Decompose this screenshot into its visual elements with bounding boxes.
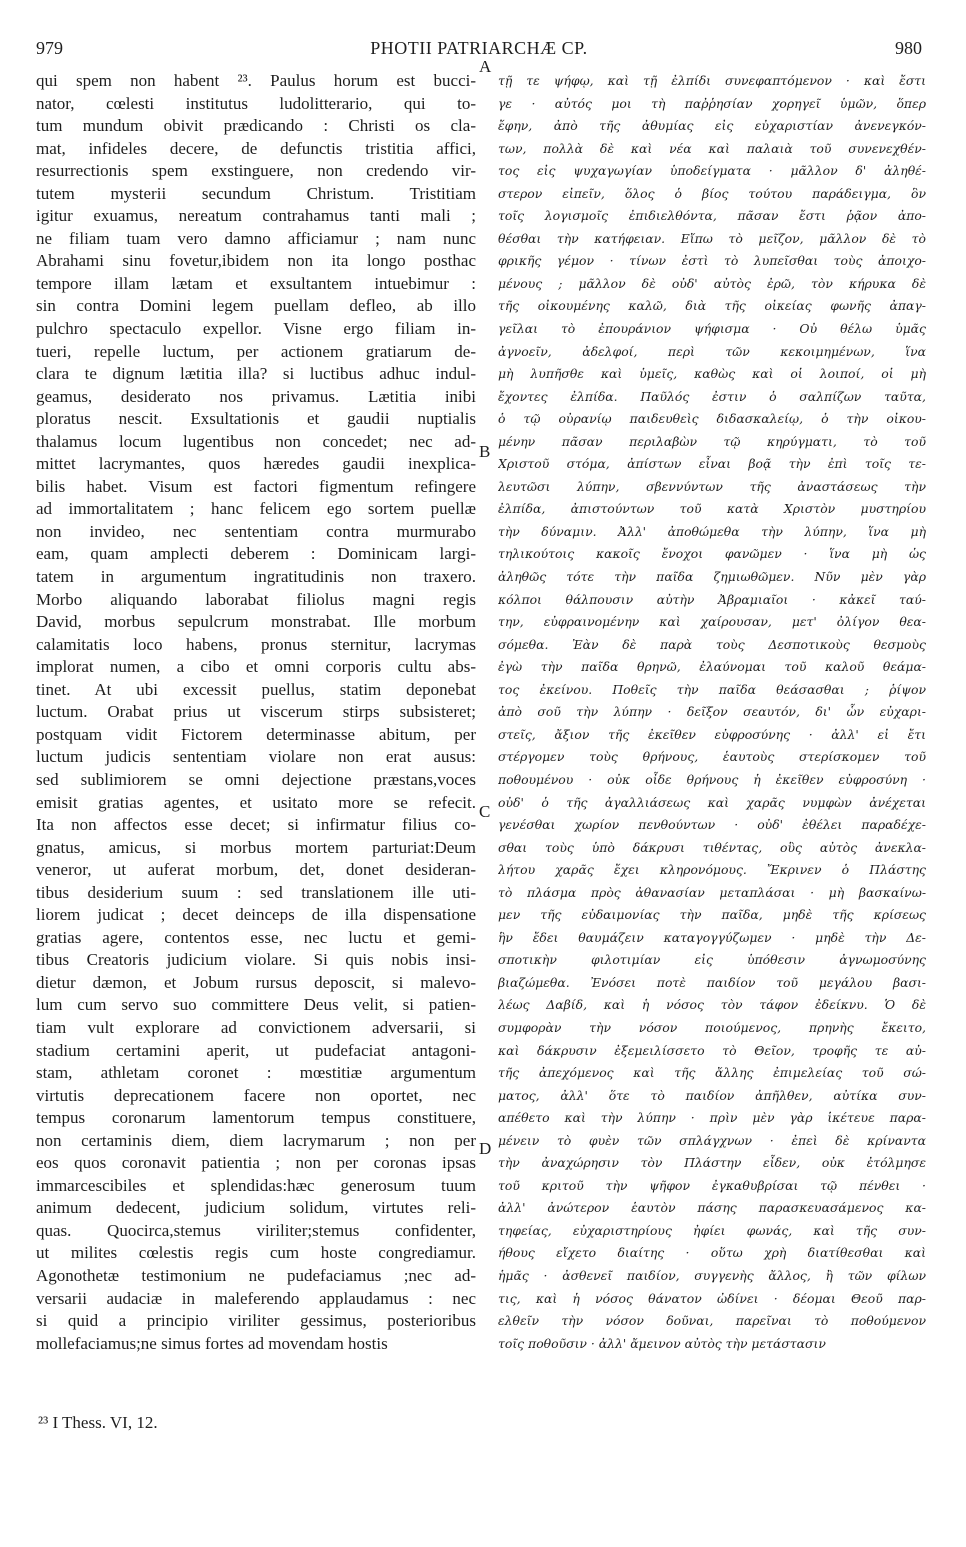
latin-text-line: sed sublimiorem se omni dejectione præstans,voces (36, 769, 476, 789)
latin-text-line: ut milites cœlestis regis cum hoste congrediamur. (36, 1243, 476, 1263)
latin-text-line: tueri, repelle luctum, per actionem gratiarum de- (36, 341, 476, 361)
latin-text-line: ne filiam tuam vero damno afficiamur ; nam nunc (36, 228, 476, 248)
latin-text-line: gnatus, amicus, si morbus mortem parturiat:Deum (36, 837, 476, 857)
latin-text-line: non certaminis diem, diem lacrymarum ; non per (36, 1130, 476, 1150)
latin-text-line: tatem in argumentum ingratitudinis non traxero. (36, 567, 476, 587)
latin-text-line: stadium certamini aperit, ut pudefaciat antagoni- (36, 1040, 476, 1060)
latin-text-line: calamitatis loco habens, pronus sternitur, lacrymas (36, 634, 476, 654)
greek-text-line: μένην πᾶσαν περιλαβὼν τῷ κηρύγματι, τὸ τοῦ (498, 433, 926, 449)
greek-text-line: ἐγὼ τὴν παῖδα θρηνῶ, ἐλαύνομαι τοῦ καλοῦ θεάμα- (498, 659, 926, 675)
latin-text-line: nator, cœlesti institutus ludolitterario, qui to- (36, 93, 476, 113)
latin-text-line: gratias agere, contentos esse, nec luctu et gemi- (36, 927, 476, 947)
greek-text-line: τὸ πλάσμα πρὸς ἀθανασίαν μεταπλάσαι · μὴ βασκαίνω- (498, 884, 926, 900)
latin-text-line: animum dedecent, judicium solidum, virtutes reli- (36, 1198, 476, 1218)
greek-text-line: λευτῶσι λύπην, σβεννύντων τῆς ἀναστάσεως τὴν (498, 478, 926, 494)
section-marker-c: C (479, 802, 491, 821)
greek-text-line: ἡμᾶς · ἀσθενεῖ παιδίον, συγγενὴς ἄλλος, ἢ τῶν φίλων (498, 1267, 926, 1283)
greek-text-line: τὴν δύναμιν. Ἀλλ' ἀποθώμεθα τὴν λύπην, ἵνα μὴ (498, 523, 926, 539)
latin-text-line: pulchro spectaculo expellor. Visne ergo filiam in- (36, 319, 476, 339)
latin-text-line: versarii audaciæ in maleferendo applaudamus : nec (36, 1288, 476, 1308)
greek-text-line: τὴν ἀναχώρησιν τὸν Πλάστην εἶδεν, οὐκ ἐτόλμησε (498, 1155, 926, 1171)
page-number-right: 980 (895, 38, 922, 58)
latin-text-line: tempore illam lætam et exsultantem intuebimur : (36, 273, 476, 293)
latin-text-line: resurrectionis spem exstinguere, non credendo vir- (36, 161, 476, 181)
greek-text-line: τος ἐκείνου. Ποθεῖς τὴν παῖδα θεάσασθαι ; ῥίψον (498, 681, 926, 697)
greek-text-line: ἀληθῶς τότε τὴν παῖδα ζημιωθῶμεν. Νῦν μὲν γὰρ (498, 569, 926, 585)
greek-text-line: την, εὐφραινομένην καὶ χαίρουσαν, μετ' ὀλίγον θεα- (498, 614, 926, 630)
latin-text-line: ad immortalitatem ; hanc felicem ego sortem puellæ (36, 499, 476, 519)
latin-text-line: mat, infideles decere, de defunctis tristitia affici, (36, 138, 476, 158)
latin-text-line: tutem mysterii secundum Christum. Tristitiam (36, 183, 476, 203)
greek-text-line: σθαι τοὺς ὑπὸ δάκρυσι τιθέντας, οὓς αὐτὸς ἀνεκλα- (498, 839, 926, 855)
greek-text-line: συμφορὰν τὴν νόσον ποιούμενος, πρηνὴς ἔκειτο, (498, 1019, 926, 1035)
latin-text-line: David, morbus sepulcrum monstrabat. Ille morbum (36, 612, 476, 632)
latin-text-line: Agonothetæ testimonium ne pudefaciamus ;nec ad- (36, 1265, 476, 1285)
latin-text-line: stam, athletam coronet : mœstitiæ argumentum (36, 1063, 476, 1083)
greek-text-line: τηλικούτοις κακοῖς ἔνοχοι φανῶμεν · ἵνα μὴ ὡς (498, 546, 926, 562)
latin-text-line: Morbo aliquando laborabat filiolus magni regis (36, 589, 476, 609)
greek-text-line: οὐδ' ὁ τῆς ἀγαλλιάσεως καὶ χαρᾶς νυμφὼν ἀνέχεται (498, 794, 926, 810)
latin-text-line: tibus Creatoris judicium violare. Si quis nobis insi- (36, 950, 476, 970)
greek-text-line: απέθετο καὶ τὴν λύπην · πρὶν μὲν γὰρ ἱκέτευε παρα- (498, 1110, 926, 1126)
latin-text-line: Abrahami sinu fovetur,ibidem non ita longo posthac (36, 251, 476, 271)
greek-text-line: τῇ τε ψήφῳ, καὶ τῇ ἐλπίδι συνεφαπτόμενον · καὶ ἔστι (498, 73, 926, 88)
latin-text-line: igitur exuamus, nereatum contrahamus tanti mali ; (36, 206, 476, 226)
greek-text-line: λήτου χαρᾶς ἔχει κληρονόμους. Ἔκρινεν ὁ Πλάστης (498, 862, 926, 878)
latin-text-line: bilis habet. Visum est factori figmentum refingere (36, 476, 476, 496)
latin-text-line: emisit gratias agentes, et usitato more se refecit. (36, 792, 476, 812)
greek-text-line: ἀγνοεῖν, ἀδελφοί, περὶ τῶν κεκοιμημένων, ἵνα (498, 343, 926, 359)
greek-text-line: κόλποι θάλπουσιν αὐτὴν Ἀβραμιαῖοι · κἀκεῖ ταύ- (498, 591, 926, 607)
greek-text-line: ἀπὸ σοῦ τὴν λύπην · δεῖξον σεαυτόν, δι' ὧν εὐχαρι- (498, 704, 926, 720)
running-title: PHOTII PATRIARCHÆ CP. (370, 38, 588, 58)
section-marker-d: D (479, 1139, 492, 1158)
section-marker-b: B (479, 442, 491, 461)
greek-text-line: ἐλπίδα, ἀπιστούντων τοῦ κατὰ Χριστὸν μυστηρίου (498, 501, 926, 517)
latin-text-line: eam, quam amplecti deberem : Dominicam largi- (36, 544, 476, 564)
greek-text-line: τηφείας, εὐχαριστηρίους ἠφίει φωνάς, καὶ τῆς συν- (498, 1222, 926, 1238)
latin-text-line: liorem judicat ; decet deinceps de illa dispensatione (36, 905, 476, 925)
latin-text-line: mollefaciamus;ne simus fortes ad movendam hostis (36, 1333, 388, 1353)
latin-text-line: tiam vult explorare ad convictionem adversarii, si (36, 1017, 476, 1037)
latin-text-line: Ita non affectos esse decet; si infirmatur filius co- (36, 815, 476, 835)
greek-text-line: μεν τῆς εὐδαιμονίας τὴν παῖδα, μηδὲ τῆς κρίσεως (498, 907, 926, 923)
greek-text-line: τος εἰς ψυχαγωγίαν ὑποδείγματα · μᾶλλον δ' ἀληθέ- (498, 163, 926, 179)
greek-text-line: γεῖλαι τὸ ἐπουράνιον ψήφισμα · Οὐ θέλω ὑμᾶς (498, 321, 926, 337)
latin-text-line: implorat numen, a cibo et omni corporis cultu abs- (36, 657, 476, 677)
greek-text-line: σόμεθα. Ἐὰν δὲ παρὰ τοὺς Δεσποτικοὺς θεσμοὺς (498, 636, 926, 652)
greek-text-line: τοῦ κριτοῦ τὴν ψῆφον ἐγκαθυβρίσαι τῷ πένθει · (498, 1177, 926, 1193)
greek-column (498, 70, 926, 1355)
greek-text-line: ἀλλ' ἀνώτερον ἑαυτὸν πάσης παρασκευασάμενος κα- (498, 1200, 926, 1216)
greek-text-line: γε · αὐτός μοι τὴ παῤῥησίαν χορηγεῖ ὑμῶν, ὅπερ (498, 95, 926, 111)
greek-text-line: γενέσθαι χωρίον πενθούντων · οὐδ' ἐθέλει παραδέχε- (498, 817, 926, 833)
greek-text-line: τῆς ἀπεχόμενος καὶ τῆς ἄλλης ἐπιμελείας τοῦ σώ- (498, 1065, 926, 1081)
greek-text-line: σποτικὴν φιλοτιμίαν εἰς ὑπόθεσιν ἀγνωμοσύνης (498, 952, 926, 968)
section-marker-a: A (479, 57, 492, 76)
latin-text-line: quas. Quocirca,stemus viriliter;stemus confidenter, (36, 1220, 476, 1240)
greek-text-line: μένους ; μᾶλλον δὲ οὐδ' αὐτὸς ἐρῶ, τὸν κήρυκα δὲ (498, 275, 926, 291)
greek-text-line: ελθεῖν τὴν νόσον δοῦναι, παρεῖναι τὸ ποθούμενον (498, 1313, 926, 1329)
greek-text-line: τῆς οἰκουμένης καλῶ, διὰ τῆς οἰκείας φωνῆς ἀπαγ- (498, 298, 926, 314)
greek-text-line: ποθουμένου · οὐκ οἶδε θρήνους ἡ ἐκεῖθεν εὐφροσύνη · (498, 771, 926, 787)
greek-text-line: ὁ τῷ οὐρανίῳ παιδευθεὶς διδασκαλείῳ, ὁ τὴν οἰκου- (498, 411, 926, 427)
latin-text-line: si quid a principio viriliter gessimus, posterioribus (36, 1311, 476, 1331)
greek-text-line: μὴ λυπῆσθε καὶ ὑμεῖς, καθὼς καὶ οἱ λοιποί, οἱ μὴ (498, 366, 926, 382)
latin-text-line: immarcescibiles et splendidas:hæc generosum tuum (36, 1175, 476, 1195)
greek-text-line: στερον εἰπεῖν, ὅλος ὁ βίος τούτου παράδειγμα, ὃν (498, 185, 926, 201)
greek-text-line: ἔχοντες ἐλπίδα. Παῦλός ἐστιν ὁ σαλπίζων ταῦτα, (498, 388, 926, 404)
latin-text-line: luctum. Orabat prius ut viscerum stirps subsisteret; (36, 702, 476, 722)
page-number-left: 979 (36, 38, 63, 58)
latin-text-line: tinet. At ubi excessit puellus, statim deponebat (36, 679, 476, 699)
greek-text-line: ἔφην, ἀπὸ τῆς ἀθυμίας εἰς εὐχαριστίαν ἀνενεγκόν- (498, 118, 926, 134)
latin-text-line: tum mundum obivit prædicando : Christi os cla- (36, 116, 476, 136)
latin-text-line: luctum judicis sententiam violare non erat ausus: (36, 747, 476, 767)
greek-text-line: λέως Δαβίδ, καὶ ἡ νόσος τὸν τάφον ἐδείκνυ. Ὁ δὲ (498, 997, 926, 1013)
latin-column (36, 70, 476, 1355)
latin-text-line: geamus, desiderato nos privamus. Lætitia inibi (36, 386, 476, 406)
latin-text-line: sin contra Domini legem puellam defleo, ab illo (36, 296, 476, 316)
greek-text-line: θέσθαι τὴν κατήφειαν. Εἴπω τὸ μεῖζον, μᾶλλον δὲ τὸ (498, 230, 926, 246)
greek-text-line: στέργομεν τοὺς θρήνους, ἑαυτοὺς στερίσκομεν τοῦ (498, 749, 926, 765)
latin-text-line: non invideo, nec sententiam contra murmurabo (36, 521, 476, 541)
latin-text-line: postquam vidit Fictorem determinasse abitum, per (36, 724, 476, 744)
latin-text-line: mittet lacrymantes, quos hæredes gaudii inexplica- (36, 454, 476, 474)
greek-text-line: Χριστοῦ στόμα, ἀπίστων εἶναι βοᾷ τὴν ἐπὶ τοῖς τε- (498, 456, 926, 472)
latin-text-line: veneror, ut auferat morbum, det, donet desideran- (36, 860, 476, 880)
greek-text-line: ήθους εἴχετο διαίτης · οὕτω χρὴ διατίθεσθαι καὶ (498, 1245, 926, 1261)
latin-text-line: clara te dignum lætitia illa? si luctibus adhuc indul- (36, 364, 476, 384)
latin-text-line: dietur dæmon, et Jobum rursus deposcit, si malevo- (36, 972, 476, 992)
greek-text-line: μένειν τὸ φυὲν τῶν σπλάγχνων · ἐπεὶ δὲ κρίναντα (498, 1132, 926, 1148)
greek-text-line: βιαζώμεθα. Ἐνόσει ποτὲ παιδίον τοῦ μεγάλου βασι- (498, 974, 926, 990)
greek-text-line: φρικῆς γέμον · τίνων ἐστὶ τὸ λυπεῖσθαι τοὺς ἀποιχο- (498, 253, 926, 269)
latin-text-line: lum cum servo suo committere Deus velit, si patien- (36, 995, 476, 1015)
greek-text-line: στεῖς, ἄξιον τῆς ἐκεῖθεν εὐφροσύνης · ἀλλ' εἰ ἔτι (498, 726, 926, 742)
greek-text-line: ματος, ἀλλ' ὅτε τὸ παιδίον ἀπῆλθεν, αὐτίκα συν- (498, 1087, 926, 1103)
latin-text-line: eos quos coronavit patientia ; non per coronas ipsas (36, 1153, 476, 1173)
greek-text-line: τοῖς λογισμοῖς ἐπιδιελθόντα, πᾶσαν ἔστι ῥᾷον ἀπο- (498, 208, 926, 224)
latin-text-line: qui spem non habent ²³. Paulus horum est bucci- (36, 71, 476, 90)
greek-text-line: τοῖς ποθοῦσιν · ἀλλ' ἄμεινον αὐτὸς τὴν μετάστασιν (498, 1335, 826, 1351)
footnote: ²³ I Thess. VI, 12. (38, 1413, 158, 1432)
greek-text-line: τις, καὶ ἡ νόσος θάνατον ὠδίνει · δέομαι Θεοῦ παρ- (498, 1290, 926, 1306)
latin-text-line: ploratus nescit. Exsultationis et gaudii nuptialis (36, 409, 476, 429)
greek-text-line: ἣν ἔδει θαυμάζειν καταγογγύζωμεν · μηδὲ τὴν Δε- (498, 929, 926, 945)
latin-text-line: thalamus locum lugentibus non concedet; nec ad- (36, 431, 476, 451)
greek-text-line: καὶ δάκρυσιν ἐξεμειλίσσετο τὸ Θεῖον, τροφῆς τε αὐ- (498, 1042, 926, 1058)
greek-text-line: των, πολλὰ δὲ καὶ νέα καὶ παλαιὰ τοῦ συνενεχθέν- (498, 140, 926, 156)
latin-text-line: tempus coronarum lamentorum tempus constituere, (36, 1108, 476, 1128)
latin-text-line: tibus desiderium suum : sed translationem ille uti- (36, 882, 476, 902)
latin-text-line: virtutis deprecationem facere non oportet, nec (36, 1085, 476, 1105)
